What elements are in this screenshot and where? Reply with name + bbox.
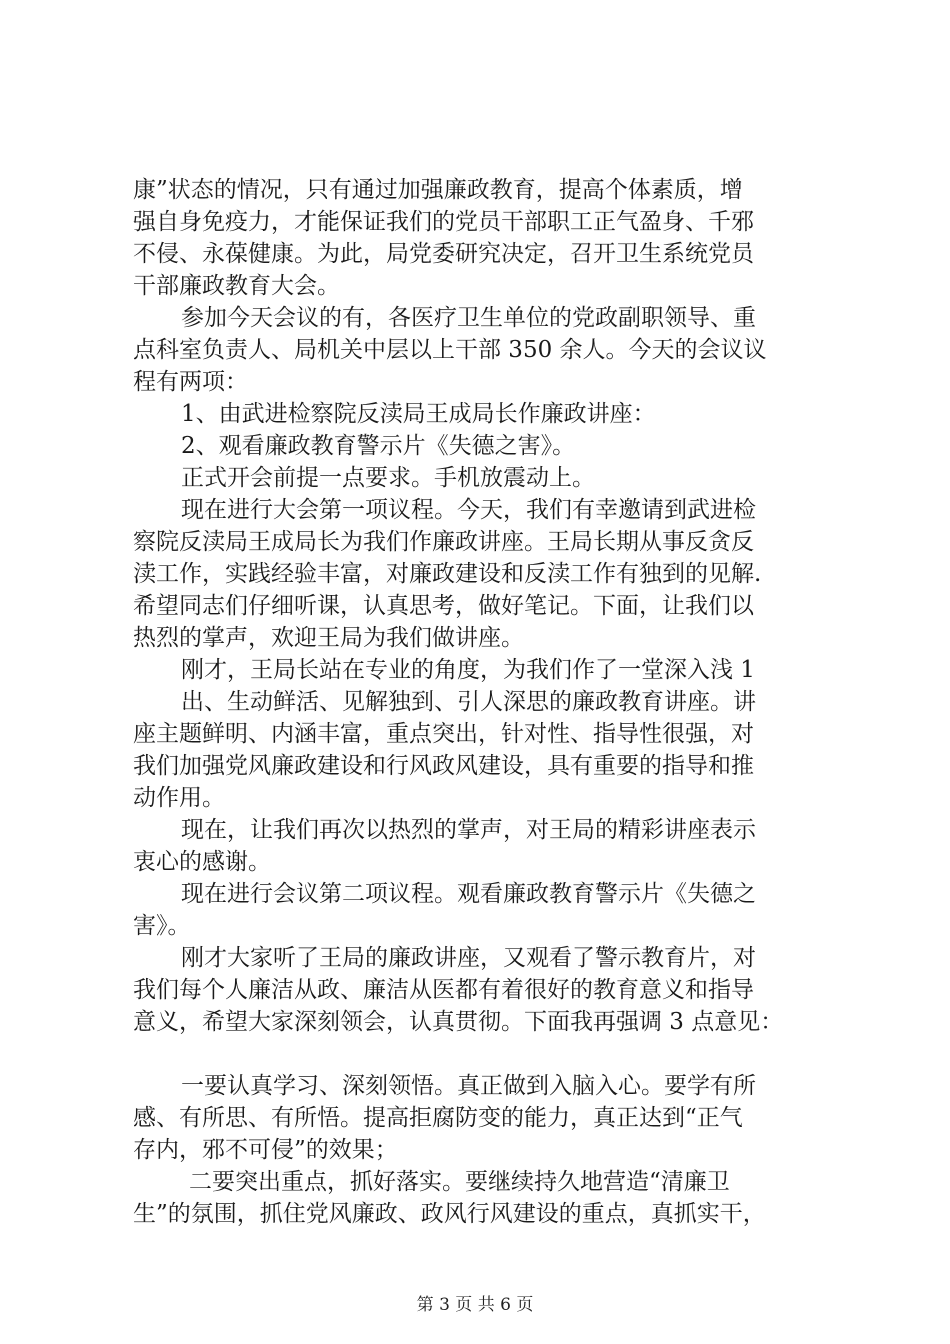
text-line: 程有两项： bbox=[133, 369, 248, 395]
text-line: 参加今天会议的有，各医疗卫生单位的党政副职领导、重 bbox=[181, 305, 756, 331]
text-line: 二要突出重点，抓好落实。要继续持久地营造“清廉卫 bbox=[189, 1169, 730, 1195]
text-line: 一要认真学习、深刻领悟。真正做到入脑入心。要学有所 bbox=[181, 1073, 756, 1099]
text-line: 衷心的感谢。 bbox=[133, 849, 271, 875]
text-line: 察院反渎局王成局长为我们作廉政讲座。王局长期从事反贪反 bbox=[133, 529, 754, 555]
text-line: 我们加强党风廉政建设和行风政风建设，具有重要的指导和推 bbox=[133, 753, 754, 779]
text-line: 现在，让我们再次以热烈的掌声，对王局的精彩讲座表示 bbox=[181, 817, 756, 843]
text-line: 现在进行会议第二项议程。观看廉政教育警示片《失德之 bbox=[181, 881, 756, 907]
document-body bbox=[133, 174, 833, 1230]
text-line: 2、观看廉政教育警示片《失德之害》。 bbox=[181, 433, 576, 459]
blank-line bbox=[133, 1038, 833, 1070]
text-line: 我们每个人廉洁从政、廉洁从医都有着很好的教育意义和指导 bbox=[133, 977, 754, 1003]
text-line: 现在进行大会第一项议程。今天，我们有幸邀请到武进检 bbox=[181, 497, 756, 523]
text-line: 康”状态的情况，只有通过加强廉政教育，提高个体素质，增 bbox=[133, 177, 743, 203]
text-line: 强自身免疫力，才能保证我们的党员干部职工正气盈身、千邪 bbox=[133, 209, 754, 235]
text-line: 存内，邪不可侵”的效果； bbox=[133, 1137, 398, 1163]
text-line: 刚才大家听了王局的廉政讲座，又观看了警示教育片，对 bbox=[181, 945, 756, 971]
page-number-footer: 第 3 页 共 6 页 bbox=[416, 1295, 534, 1315]
text-line: 希望同志们仔细听课，认真思考，做好笔记。下面，让我们以 bbox=[133, 593, 754, 619]
text-line: 感、有所思、有所悟。提高拒腐防变的能力，真正达到“正气 bbox=[133, 1105, 743, 1131]
text-line: 意义，希望大家深刻领会，认真贯彻。下面我再强调 3 点意见： bbox=[133, 1009, 784, 1035]
text-line: 1、由武进检察院反渎局王成局长作廉政讲座： bbox=[181, 401, 656, 427]
text-line: 渎工作，实践经验丰富，对廉政建设和反渎工作有独到的见解. bbox=[133, 561, 762, 587]
text-line: 不侵、永葆健康。为此，局党委研究决定，召开卫生系统党员 bbox=[133, 241, 754, 267]
text-line: 干部廉政教育大会。 bbox=[133, 273, 340, 299]
text-line: 热烈的掌声，欢迎王局为我们做讲座。 bbox=[133, 625, 524, 651]
text-line: 生”的氛围，抓住党风廉政、政风行风建设的重点，真抓实干， bbox=[133, 1201, 766, 1227]
text-line: 害》。 bbox=[133, 913, 191, 939]
text-line: 座主题鲜明、内涵丰富，重点突出，针对性、指导性很强，对 bbox=[133, 721, 754, 747]
text-line: 点科室负责人、局机关中层以上干部 350 余人。今天的会议议 bbox=[133, 337, 767, 363]
text-line: 正式开会前提一点要求。手机放震动上。 bbox=[181, 465, 595, 491]
text-line: 动作用。 bbox=[133, 785, 225, 811]
text-line: 出、生动鲜活、见解独到、引人深思的廉政教育讲座。讲 bbox=[181, 689, 756, 715]
text-line: 刚才，王局长站在专业的角度，为我们作了一堂深入浅 1 bbox=[181, 657, 755, 683]
